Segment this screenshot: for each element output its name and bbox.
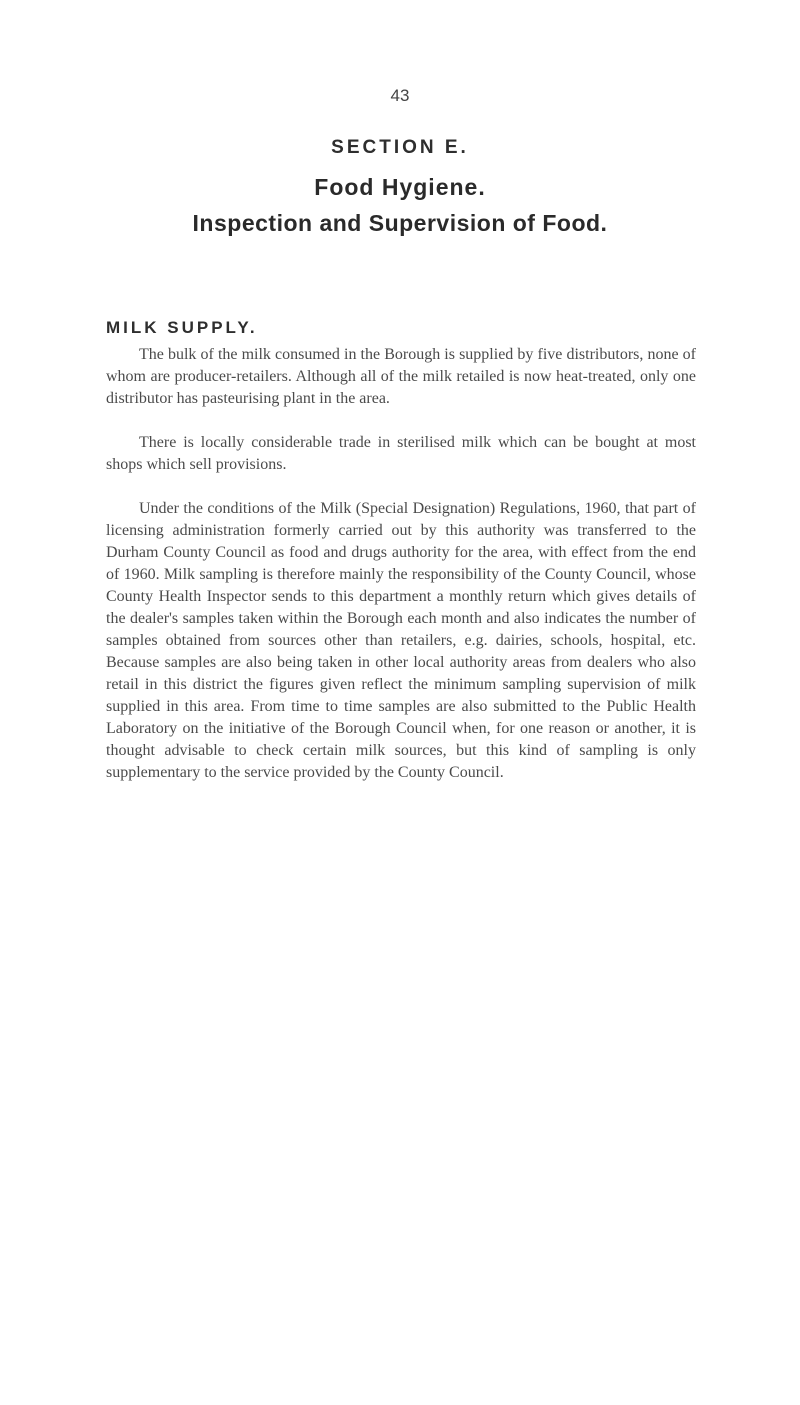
milk-supply-body	[106, 344, 696, 806]
paragraph-distributors: The bulk of the milk consumed in the Borough is supplied by five distributors, none of whom are producer-retailers. Although all of the milk retailed is now heat-treated, only one distributor has pasteurising plant in the area.	[106, 346, 696, 407]
page-number: 43	[390, 86, 410, 105]
milk-supply-heading: MILK SUPPLY.	[106, 318, 258, 337]
paragraph-sterilised-milk: There is locally considerable trade in sterilised milk which can be bought at most shops which sell provisions.	[106, 434, 696, 473]
page-title: Food Hygiene.	[314, 174, 486, 200]
section-label: SECTION E.	[331, 137, 469, 158]
paragraph-regulations: Under the conditions of the Milk (Special Designation) Regulations, 1960, that part of licensing administration formerly carried out by this authority was transferred to the Durham County Council as food and drugs authority for the area, with effect from the end of 1960. Milk sampling is therefore mainly the responsibility of the County Council, whose County Health Inspector sends to this department a monthly return which gives details of the dealer's samples taken within the Borough each month and also indicates the number of samples obtained from sources other than retailers, e.g. dairies, schools, hospital, etc. Because samples are also being taken in other local authority areas from dealers who also retail in this district the figures given reflect the minimum sampling supervision of milk supplied in this area. From time to time samples are also submitted to the Public Health Laboratory on the initiative of the Borough Council when, for one reason or another, it is thought advisable to check certain milk sources, but this kind of sampling is only supplementary to the service provided by the County Council.	[106, 500, 696, 781]
page-subtitle: Inspection and Supervision of Food.	[192, 210, 608, 236]
